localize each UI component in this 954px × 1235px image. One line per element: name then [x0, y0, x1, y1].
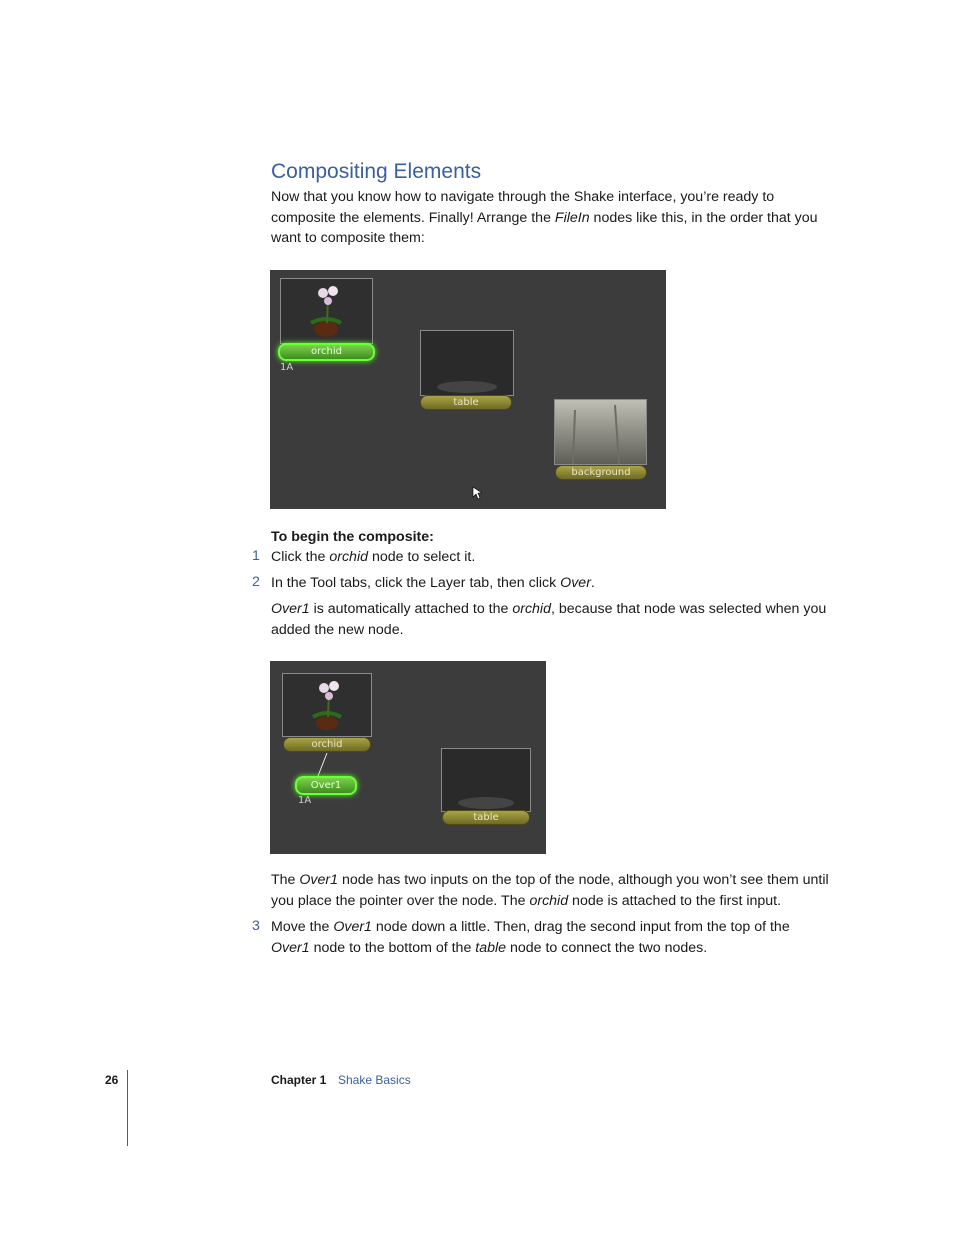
background-node[interactable]	[555, 465, 647, 480]
after-c: node is attached to the first input.	[568, 892, 782, 909]
step-1-text	[271, 547, 831, 568]
step-3-em3: table	[475, 939, 507, 956]
step-2-text	[271, 573, 831, 594]
step-2-number: 2	[252, 574, 260, 590]
input-label-1a-2: 1A	[298, 795, 312, 806]
after-b: node has two inputs on the top of the node, although you won’t see them until you place the pointer over the node. The	[271, 872, 829, 909]
after-figure-2-text	[271, 870, 831, 911]
after-em: Over1	[299, 872, 339, 888]
note-em2: orchid	[512, 601, 551, 617]
orchid-image	[281, 279, 372, 343]
table-node-label: table	[453, 397, 479, 408]
procedure-title: To begin the composite:	[271, 529, 434, 545]
step-1-a: Click the	[271, 549, 330, 565]
orchid-node-label: orchid	[311, 346, 342, 357]
section-heading: Compositing Elements	[271, 160, 482, 183]
footer-rule	[127, 1070, 128, 1146]
input-label-1a: 1A	[280, 362, 294, 373]
orchid-thumbnail	[280, 278, 373, 344]
step-3-number: 3	[252, 918, 260, 934]
note-b: , because that node was selected when you added the new node.	[271, 601, 827, 638]
orchid-node[interactable]	[278, 343, 375, 361]
footer-chapter: Chapter 1	[271, 1073, 327, 1087]
intro-text-2: nodes like this, in the order that you want to composite them:	[271, 209, 818, 246]
step-2-note	[271, 599, 831, 640]
step-3-text	[271, 917, 831, 958]
note-em: Over1	[271, 601, 310, 617]
background-thumbnail	[554, 399, 647, 465]
orchid-node-2[interactable]	[283, 737, 371, 752]
step-1-em: orchid	[329, 549, 368, 565]
table-image	[421, 331, 513, 395]
orchid-node-2-label: orchid	[311, 739, 343, 750]
orchid-image-2	[283, 674, 371, 736]
step-3-em: Over1	[333, 919, 372, 935]
footer-chapter-title: Shake Basics	[338, 1073, 411, 1087]
background-node-label: background	[571, 467, 631, 478]
step-2-b: .	[590, 575, 595, 591]
step-3-em2: Over1	[271, 939, 310, 956]
step-3-a: Move the	[271, 919, 334, 935]
step-1-b: node to select it.	[368, 549, 476, 565]
table-image-2	[442, 749, 530, 811]
background-image	[555, 400, 646, 464]
step-2-a: In the Tool tabs, click the Layer tab, then click	[271, 575, 561, 591]
table-thumbnail-2	[441, 748, 531, 812]
step-3-b: node down a little. Then, drag the second input from the top of the	[371, 919, 790, 935]
step-3-d: node to connect the two nodes.	[506, 939, 708, 956]
step-3-c: node to the bottom of the	[309, 939, 476, 956]
node-graph-figure-1	[270, 270, 666, 509]
after-em2: orchid	[529, 892, 569, 909]
table-node[interactable]	[420, 395, 512, 410]
intro-text-1: Now that you know how to navigate through the Shake interface, you’re ready to composite the elements. Finally! Arrange the	[271, 189, 775, 226]
note-a: is automatically attached to the	[309, 601, 513, 617]
cursor-icon	[472, 486, 482, 500]
table-thumbnail	[420, 330, 514, 396]
node-graph-figure-2	[270, 661, 546, 854]
table-node-2[interactable]	[442, 810, 530, 825]
over1-node-label: Over1	[310, 780, 342, 791]
over1-node[interactable]	[295, 776, 357, 795]
intro-paragraph	[271, 187, 831, 249]
page-number: 26	[105, 1073, 119, 1087]
step-2-em: Over	[560, 575, 591, 591]
after-a: The	[271, 872, 300, 888]
orchid-thumbnail-2	[282, 673, 372, 737]
intro-filein: FileIn	[554, 209, 590, 226]
connection-line	[310, 752, 330, 778]
step-1-number: 1	[252, 548, 260, 564]
table-node-2-label: table	[473, 812, 499, 823]
